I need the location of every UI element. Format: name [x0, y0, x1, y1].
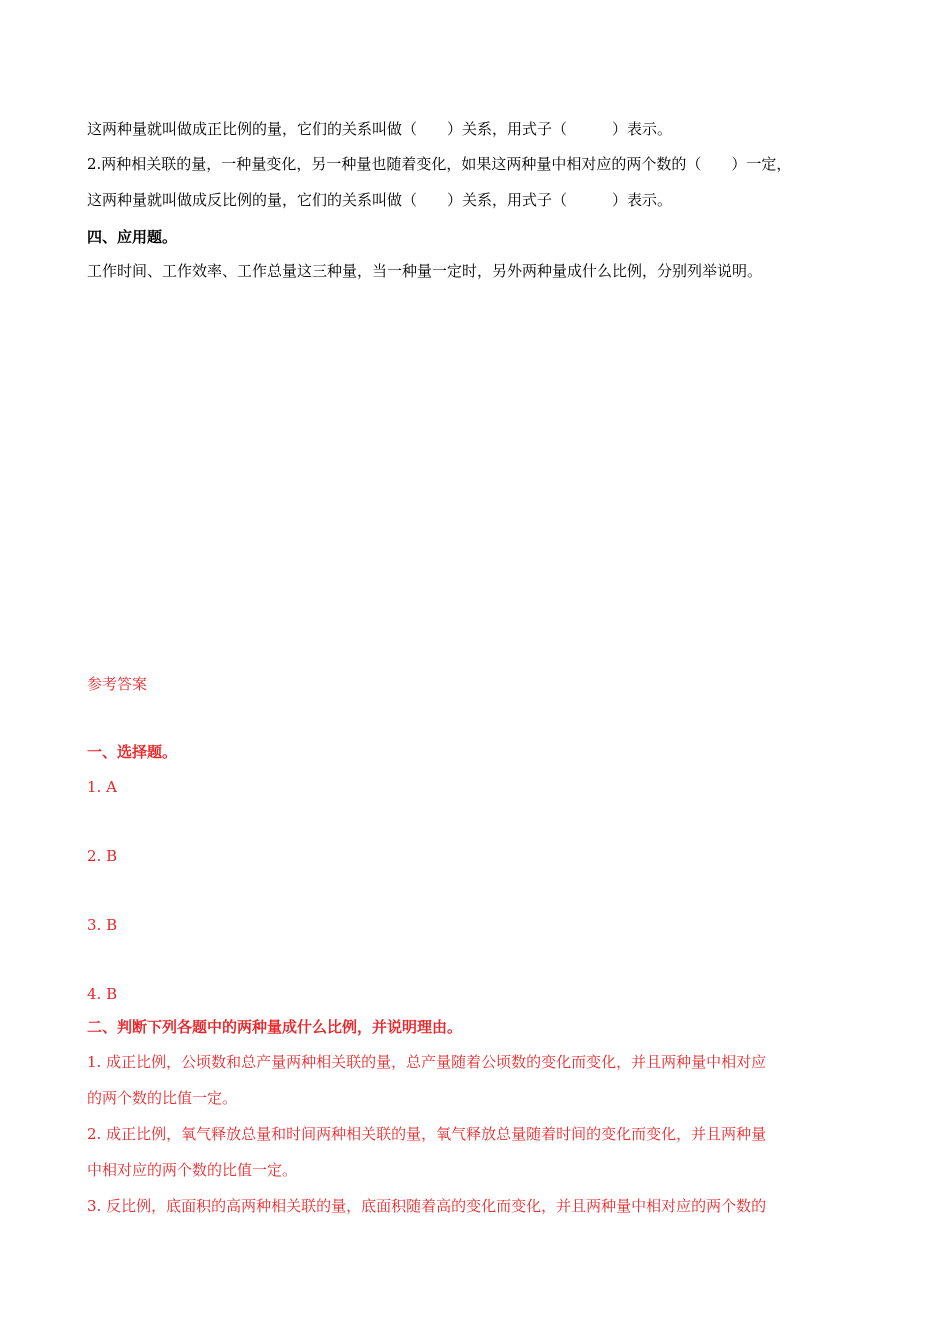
judge-answer-2-line-2: 中相对应的两个数的比值一定。	[87, 1161, 298, 1179]
section-4-title: 四、应用题。	[87, 228, 178, 246]
answer-section-2-title: 二、判断下列各题中的两种量成什么比例，并说明理由。	[87, 1018, 463, 1036]
fill-question-1-continuation: 这两种量就叫做成正比例的量，它们的关系叫做（ ）关系，用式子（ ）表示。	[87, 120, 673, 138]
answer-heading: 参考答案	[87, 675, 148, 693]
answer-section-1-title: 一、选择题。	[87, 743, 178, 761]
choice-answer-3: 3. B	[87, 916, 118, 934]
judge-answer-1-line-2: 的两个数的比值一定。	[87, 1089, 238, 1107]
fill-question-2-line-1: 2.两种相关联的量，一种量变化，另一种量也随着变化，如果这两种量中相对应的两个数的（ ）一定，	[87, 155, 792, 173]
fill-question-2-line-2: 这两种量就叫做成反比例的量，它们的关系叫做（ ）关系，用式子（ ）表示。	[87, 191, 673, 209]
judge-answer-3-line-1: 3. 反比例，底面积的高两种相关联的量，底面积随着高的变化而变化，并且两种量中相对应的两个数的	[87, 1197, 767, 1215]
judge-answer-2-line-1: 2. 成正比例，氧气释放总量和时间两种相关联的量，氧气释放总量随着时间的变化而变化，并且两种量	[87, 1125, 767, 1143]
choice-answer-2: 2. B	[87, 847, 118, 865]
section-4-question: 工作时间、工作效率、工作总量这三种量，当一种量一定时，另外两种量成什么比例，分别列举说明。	[87, 262, 763, 280]
choice-answer-4: 4. B	[87, 985, 118, 1003]
choice-answer-1: 1. A	[87, 778, 117, 796]
judge-answer-1-line-1: 1. 成正比例，公顷数和总产量两种相关联的量，总产量随着公顷数的变化而变化，并且两种量中相对应	[87, 1053, 767, 1071]
